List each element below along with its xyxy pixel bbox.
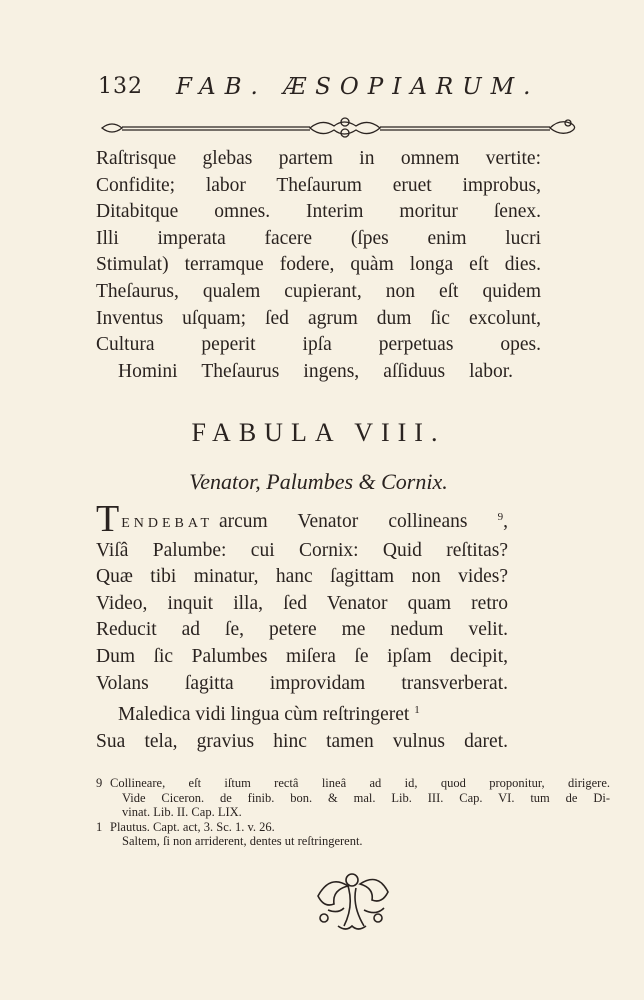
- floral-tailpiece: [308, 866, 398, 936]
- footnote-text: Plautus. Capt. act, 3. Sc. 1. v. 26.: [110, 819, 275, 834]
- verse-text: Maledica vidi lingua cùm reſtringeret: [118, 704, 410, 726]
- verse-line: Sua tela, gravius hinc tamen vulnus daret.: [96, 730, 508, 752]
- moral-line: Homini Theſaurus ingens, aſſiduus labor.: [118, 360, 513, 382]
- verse-line: Volans ſagitta improvidam transverberat.: [96, 672, 508, 694]
- first-line-end: ,: [503, 511, 508, 532]
- verse-line: Video, inquit illa, ſed Venator quam retro: [96, 592, 508, 614]
- ornamental-rule: [100, 113, 585, 141]
- drop-cap: T: [96, 498, 120, 540]
- verse-line: Inventus uſquam; ſed agrum dum ſic excolunt,: [96, 307, 541, 329]
- verse-line: Raſtrisque glebas partem in omnem vertite:: [96, 148, 541, 169]
- page-number: 132: [98, 74, 143, 99]
- footnote-text: Collineare, eſt iſtum rectâ lineâ ad id, quod proponitur, dirigere.: [110, 776, 610, 790]
- footnote-line: Saltem, ſi non arriderent, dentes ut reſtringerent.: [122, 834, 363, 848]
- verse-line: Theſaurus, qualem cupierant, non eſt quidem: [96, 280, 541, 302]
- footnote-line: [96, 776, 610, 791]
- verse-line-with-note: [96, 697, 508, 729]
- note-reference: 9: [497, 511, 504, 523]
- verse-line: Illi imperata facere (ſpes enim lucri: [96, 227, 541, 249]
- footnote-line: vinat. Lib. II. Cap. LIX.: [122, 805, 242, 819]
- footnotes: [96, 776, 610, 849]
- running-title: FAB. ÆSOPIARUM.: [176, 74, 540, 100]
- verse-line: Stimulat) terramque fodere, quàm longa eſt dies.: [96, 254, 541, 276]
- verse-line: Ditabitque omnes. Interim moritur ſenex.: [96, 201, 541, 223]
- first-line-text: arcum Venator collineans: [219, 511, 468, 532]
- verse-line: Viſâ Palumbe: cui Cornix: Quid reſtitas?: [96, 539, 508, 561]
- fable-title: FABULA VIII.: [191, 418, 446, 447]
- footnote-mark: 1: [96, 819, 103, 834]
- small-caps-word: ENDEBAT: [121, 516, 213, 531]
- footnote-line: [96, 819, 610, 835]
- page-header: [98, 74, 548, 104]
- footnote-mark: 9: [96, 776, 103, 790]
- verse-line: Dum ſic Palumbes miſera ſe ipſam decipit,: [96, 645, 508, 667]
- verse-line: Quæ tibi minatur, hanc ſagittam non vides?: [96, 566, 508, 588]
- verse-line: Cultura peperit ipſa perpetuas opes.: [96, 334, 541, 356]
- note-reference: 1: [414, 704, 420, 717]
- verse-block-continued: [96, 146, 541, 385]
- footnote-line: Vide Ciceron. de finib. bon. & mal. Lib. III. Cap. VI. tum de Di-: [122, 790, 610, 805]
- verse-line: Reducit ad ſe, petere me nedum velit.: [96, 619, 508, 641]
- fable-text: [96, 498, 508, 755]
- verse-line-first: [96, 498, 508, 540]
- verse-line: Confidite; labor Theſaurum eruet improbus,: [96, 174, 541, 196]
- fable-subtitle: Venator, Palumbes & Cornix.: [189, 469, 448, 494]
